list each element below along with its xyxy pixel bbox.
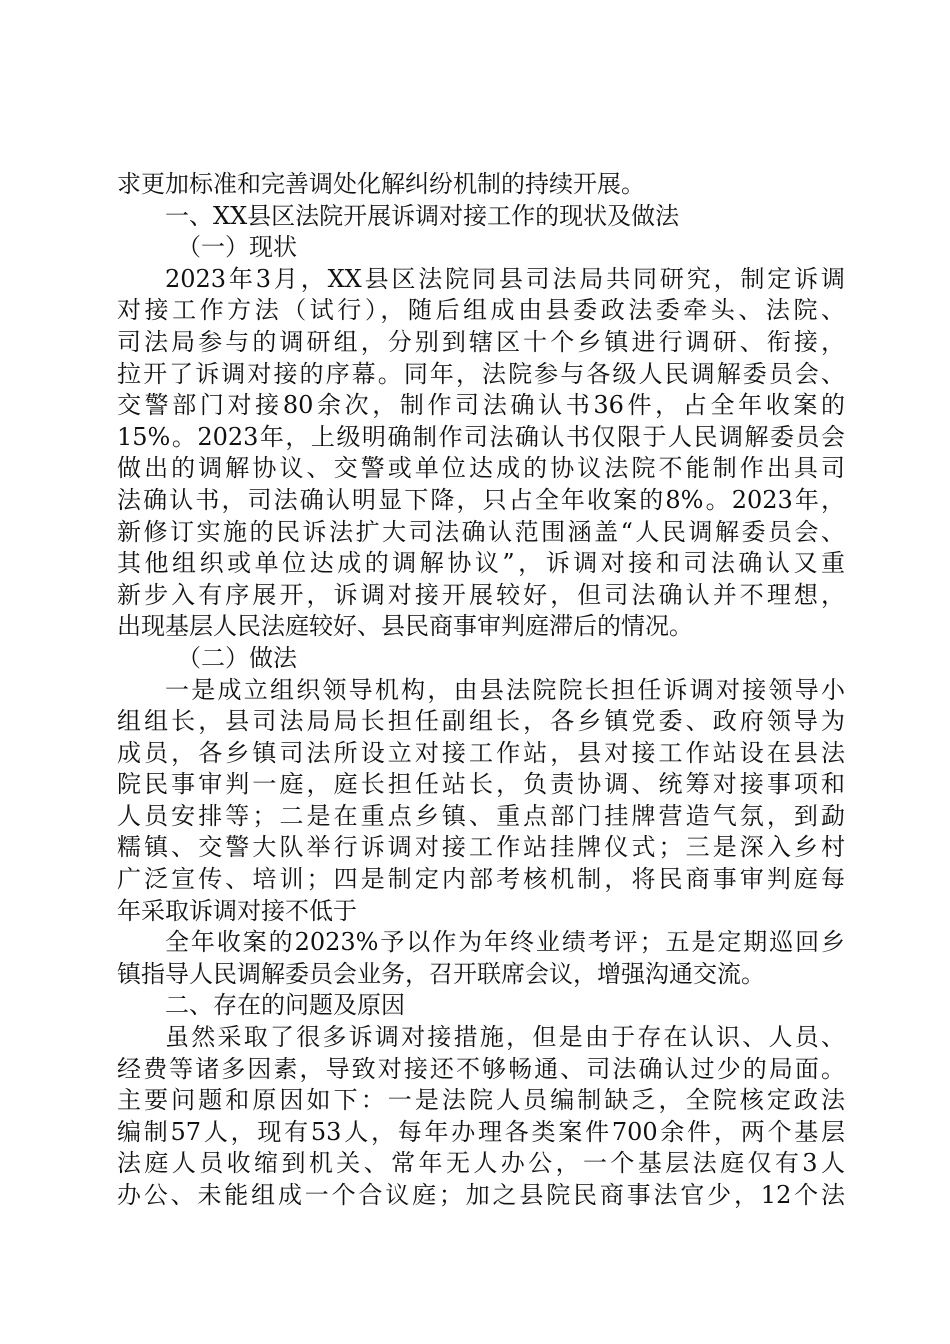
text-line: 糯镇、交警大队举行诉调对接工作站挂牌仪式；三是深入乡村 <box>117 833 845 862</box>
text-line: 出现基层人民法庭较好、县民商事审判庭滞后的情况。 <box>117 612 693 641</box>
text-line: 组组长，县司法局局长担任副组长，各乡镇党委、政府领导为 <box>117 707 845 736</box>
text-line: 法确认书，司法确认明显下降，只占全年收案的8%。2023年， <box>117 485 845 514</box>
document-body <box>117 169 845 1212</box>
text-line: 编制57人，现有53人，每年办理各类案件700余件，两个基层 <box>117 1117 845 1146</box>
text-line: 二、存在的问题及原因 <box>165 991 405 1020</box>
text-line: 交警部门对接80余次，制作司法确认书36件，占全年收案的 <box>117 391 845 420</box>
text-line: 新修订实施的民诉法扩大司法确认范围涵盖“人民调解委员会、 <box>117 517 845 546</box>
text-line: 2023年3月，XX县区法院同县司法局共同研究，制定诉调 <box>165 264 845 293</box>
text-line: 主要问题和原因如下：一是法院人员编制缺乏，全院核定政法 <box>117 1086 845 1115</box>
text-line: 镇指导人民调解委员会业务，召开联席会议，增强沟通交流。 <box>117 959 765 988</box>
text-line: 一是成立组织领导机构，由县法院院长担任诉调对接领导小 <box>165 675 845 704</box>
text-line: 虽然采取了很多诉调对接措施，但是由于存在认识、人员、 <box>165 1023 845 1052</box>
text-line: 广泛宣传、培训；四是制定内部考核机制，将民商事审判庭每 <box>117 865 845 894</box>
text-line: 成员，各乡镇司法所设立对接工作站，县对接工作站设在县法 <box>117 738 845 767</box>
text-line: 人员安排等；二是在重点乡镇、重点部门挂牌营造气氛，到勐 <box>117 801 845 830</box>
text-line: 办公、未能组成一个合议庭；加之县院民商事法官少，12个法 <box>117 1181 845 1209</box>
text-line: 拉开了诉调对接的序幕。同年，法院参与各级人民调解委员会、 <box>117 359 845 388</box>
text-line: 经费等诸多因素，导致对接还不够畅通、司法确认过少的局面。 <box>117 1054 845 1083</box>
text-line: 对接工作方法（试行），随后组成由县委政法委牵头、法院、 <box>117 296 845 325</box>
text-line: 做出的调解协议、交警或单位达成的协议法院不能制作出具司 <box>117 454 845 483</box>
text-line: 求更加标准和完善调处化解纠纷机制的持续开展。 <box>117 170 645 198</box>
text-line: 院民事审判一庭，庭长担任站长，负责协调、统筹对接事项和 <box>117 770 845 799</box>
text-line: （二）做法 <box>177 643 297 672</box>
text-line: 全年收案的2023%予以作为年终业绩考评；五是定期巡回乡 <box>165 928 845 957</box>
text-line: 新步入有序展开，诉调对接开展较好，但司法确认并不理想， <box>117 580 845 609</box>
text-line: 司法局参与的调研组，分别到辖区十个乡镇进行调研、衔接， <box>117 327 845 356</box>
text-line: 法庭人员收缩到机关、常年无人办公，一个基层法庭仅有3人 <box>117 1149 845 1178</box>
text-line: 其他组织或单位达成的调解协议”，诉调对接和司法确认又重 <box>117 549 845 578</box>
text-line: 年采取诉调对接不低于 <box>117 896 357 925</box>
text-line: （一）现状 <box>177 233 297 262</box>
text-line: 一、XX县区法院开展诉调对接工作的现状及做法 <box>165 201 680 230</box>
text-line: 15%。2023年，上级明确制作司法确认书仅限于人民调解委员会 <box>117 422 845 451</box>
